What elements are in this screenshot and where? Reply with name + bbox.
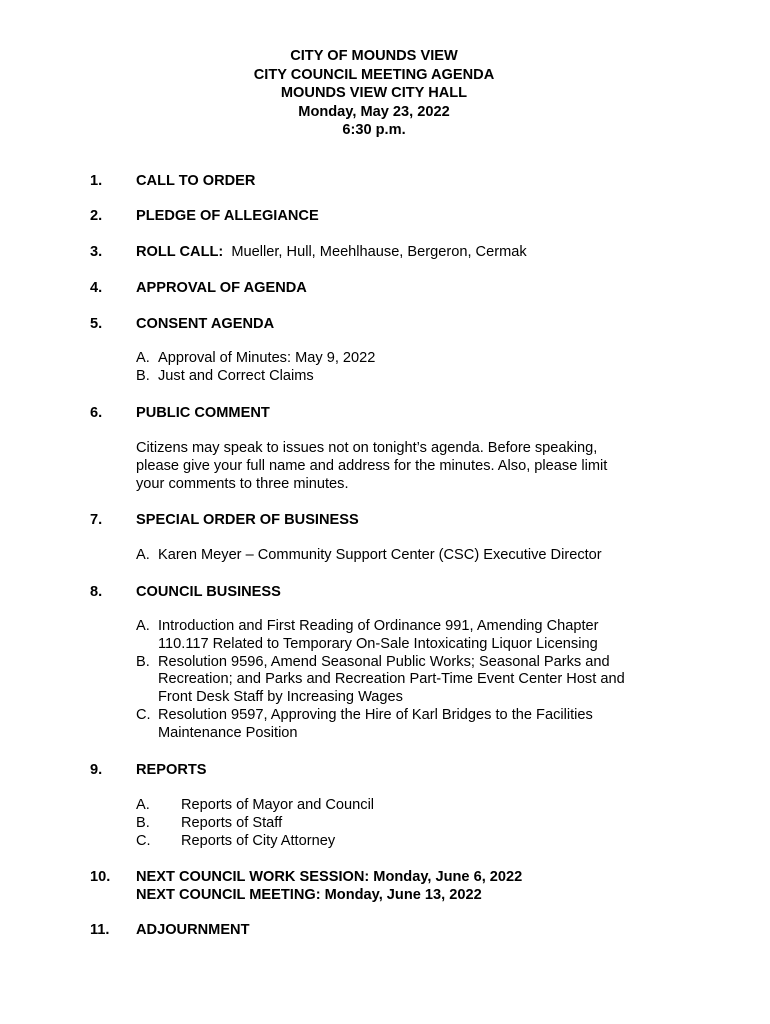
- list-text-line: 110.117 Related to Temporary On-Sale Intoxicating Liquor Licensing: [158, 635, 598, 652]
- item-title: ADJOURNMENT: [136, 922, 250, 938]
- list-text: Karen Meyer – Community Support Center (CSC) Executive Director: [158, 547, 602, 563]
- item-number: 1.: [90, 173, 103, 189]
- list-item: [136, 833, 656, 851]
- consent-sublist: [136, 350, 656, 386]
- list-item: [136, 618, 656, 654]
- list-text: Reports of Mayor and Council: [181, 797, 375, 813]
- header-line: MOUNDS VIEW CITY HALL: [280, 85, 468, 101]
- item-title: COUNCIL BUSINESS: [136, 584, 281, 600]
- list-item: [136, 797, 656, 815]
- list-label: B.: [136, 653, 150, 670]
- list-text-line: Maintenance Position: [158, 724, 298, 741]
- item-title: REPORTS: [136, 762, 207, 778]
- list-text: Reports of City Attorney: [181, 832, 336, 849]
- public-comment-text: [136, 440, 656, 493]
- item-title: PLEDGE OF ALLEGIANCE: [136, 208, 319, 224]
- list-label: C.: [136, 832, 151, 849]
- item-number: 10.: [90, 869, 111, 885]
- roll-call-members: Mueller, Hull, Meehlhause, Bergeron, Cermak: [231, 244, 527, 260]
- roll-call-label: ROLL CALL:: [136, 244, 224, 260]
- list-item: [136, 350, 656, 368]
- list-text: Approval of Minutes: May 9, 2022: [158, 350, 376, 366]
- list-text-line: Resolution 9597, Approving the Hire of Karl Bridges to the Facilities: [158, 706, 593, 723]
- item-title: [136, 868, 522, 904]
- header-line: CITY COUNCIL MEETING AGENDA: [253, 66, 495, 83]
- header-line: 6:30 p.m.: [342, 122, 406, 138]
- list-item: [136, 707, 656, 743]
- list-item: [136, 654, 656, 707]
- item-title: CALL TO ORDER: [136, 173, 256, 189]
- list-label: A.: [136, 547, 150, 563]
- list-item: [136, 815, 656, 833]
- paragraph-line: Citizens may speak to issues not on tonight’s agenda. Before speaking,: [136, 440, 598, 456]
- item-number: 4.: [90, 280, 103, 296]
- header-line: CITY OF MOUNDS VIEW: [290, 48, 458, 64]
- list-label: C.: [136, 706, 151, 723]
- item-title: APPROVAL OF AGENDA: [136, 280, 307, 296]
- list-label: B.: [136, 814, 150, 831]
- list-label: A.: [136, 618, 150, 634]
- next-work-session: NEXT COUNCIL WORK SESSION: Monday, June 6, 2022: [136, 869, 523, 885]
- list-text-line: Recreation; and Parks and Recreation Part-Time Event Center Host and: [158, 671, 625, 688]
- list-text: Reports of Staff: [181, 814, 283, 831]
- item-title: [136, 243, 527, 261]
- item-title: CONSENT AGENDA: [136, 316, 275, 332]
- item-number: 3.: [90, 244, 103, 260]
- item-number: 8.: [90, 584, 103, 600]
- item-title: SPECIAL ORDER OF BUSINESS: [136, 512, 359, 528]
- list-label: B.: [136, 367, 150, 384]
- list-item: [136, 547, 656, 565]
- item-number: 9.: [90, 762, 103, 778]
- item-number: 5.: [90, 316, 103, 332]
- item-number: 6.: [90, 405, 103, 421]
- paragraph-line: please give your full name and address for the minutes. Also, please limit: [136, 457, 608, 474]
- list-label: A.: [136, 350, 150, 366]
- paragraph-line: your comments to three minutes.: [136, 475, 349, 492]
- list-text-line: Introduction and First Reading of Ordinance 991, Amending Chapter: [158, 618, 599, 634]
- list-text-line: Front Desk Staff by Increasing Wages: [158, 689, 403, 706]
- item-number: 7.: [90, 512, 103, 528]
- list-item: [136, 368, 656, 386]
- special-order-sublist: [136, 547, 656, 565]
- reports-sublist: [136, 797, 656, 850]
- header-line: Monday, May 23, 2022: [298, 103, 450, 120]
- agenda-header: [0, 47, 748, 140]
- item-title: PUBLIC COMMENT: [136, 405, 270, 421]
- list-text: Just and Correct Claims: [158, 367, 314, 384]
- council-business-sublist: [136, 618, 656, 743]
- list-label: A.: [136, 797, 150, 813]
- list-text-line: Resolution 9596, Amend Seasonal Public Works; Seasonal Parks and: [158, 653, 610, 670]
- item-number: 2.: [90, 208, 103, 224]
- item-number: 11.: [90, 922, 110, 938]
- next-council-meeting: NEXT COUNCIL MEETING: Monday, June 13, 2022: [136, 887, 482, 903]
